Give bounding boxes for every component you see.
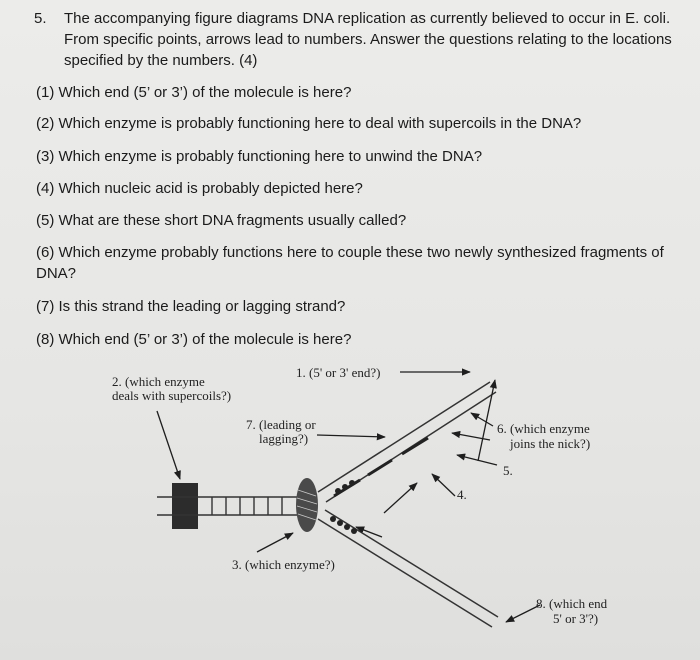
label-6-line2: joins the nick?)	[510, 436, 591, 451]
question-5	[34, 8, 684, 71]
label-6-line1: 6. (which enzyme	[497, 421, 590, 436]
primer-beads-lower	[330, 516, 357, 534]
label-8-line2: 5' or 3'?)	[553, 611, 599, 626]
question-intro: The accompanying figure diagrams DNA replication as currently believed to occur in E. coli. From specific points, arrows lead to numbers. Answer the questions relating to the locations specified by the numbers. (4)	[64, 10, 672, 69]
primer-beads-upper	[335, 480, 355, 494]
label-2-line2: deals with supercoils?)	[112, 388, 232, 403]
enzyme-block	[172, 483, 198, 529]
subquestion-1: (1) Which end (5’ or 3’) of the molecule is here?	[36, 84, 352, 101]
label-4: 4.	[457, 487, 467, 502]
subquestion-4: (4) Which nucleic acid is probably depicted here?	[36, 180, 363, 197]
label-8-line1: 8. (which end	[536, 596, 608, 611]
lagging-strand	[318, 382, 496, 502]
question-number: 5.	[34, 10, 47, 27]
subquestion-6: (6) Which enzyme probably functions here to couple these two newly synthesized fragments of DNA?	[36, 244, 664, 282]
okazaki-fragments	[334, 438, 428, 496]
subquestion-2: (2) Which enzyme is probably functioning here to deal with supercoils in the DNA?	[36, 115, 582, 132]
dna-replication-diagram	[0, 355, 700, 660]
label-5: 5.	[503, 463, 513, 478]
helicase-ellipse	[296, 478, 318, 532]
subquestion-5: (5) What are these short DNA fragments usually called?	[36, 212, 407, 229]
label-2-line1: 2. (which enzyme	[112, 374, 205, 389]
subquestion-8: (8) Which end (5’ or 3’) of the molecule is here?	[36, 331, 352, 348]
label-1: 1. (5' or 3' end?)	[296, 365, 381, 380]
label-7-line1: 7. (leading or	[246, 417, 316, 432]
label-7-line2: lagging?)	[259, 431, 309, 446]
subquestion-7: (7) Is this strand the leading or lagging strand?	[36, 298, 346, 315]
label-3: 3. (which enzyme?)	[232, 557, 335, 572]
subquestion-3: (3) Which enzyme is probably functioning here to unwind the DNA?	[36, 148, 483, 165]
